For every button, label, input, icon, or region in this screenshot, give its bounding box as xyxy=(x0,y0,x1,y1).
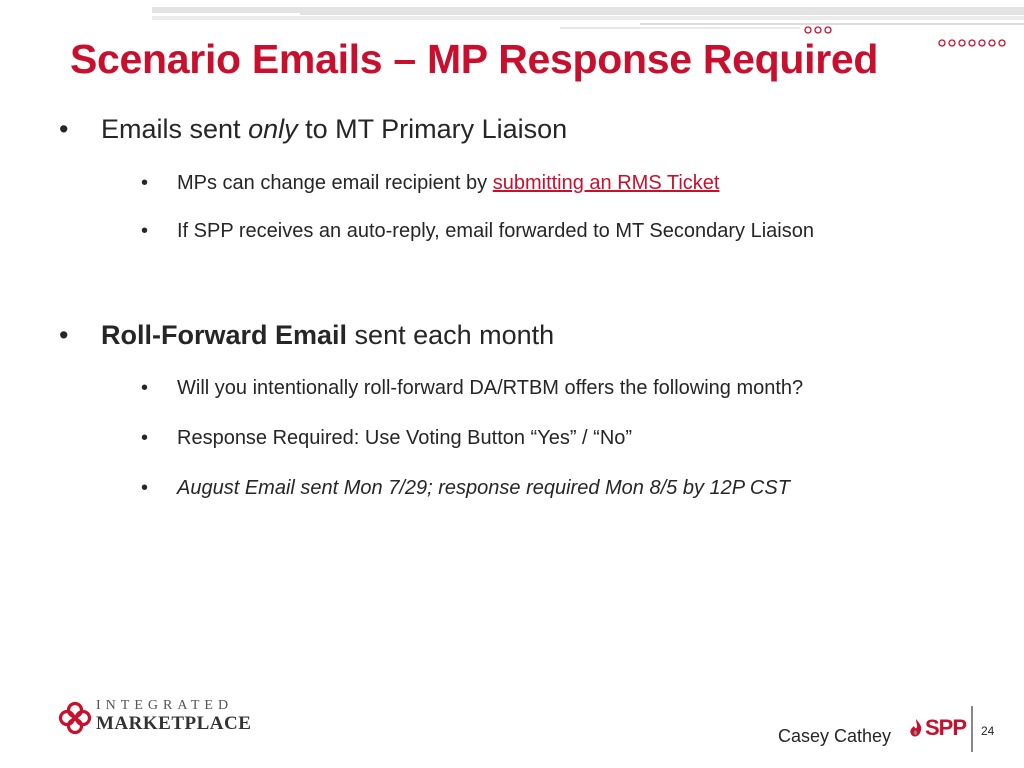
bullet-glyph: • xyxy=(141,172,149,194)
spp-logo xyxy=(908,714,967,742)
sub-bullet-roll-forward-question xyxy=(141,377,804,400)
spp-logo-text: SPP xyxy=(925,715,967,740)
rms-ticket-link[interactable]: submitting an RMS Ticket xyxy=(492,172,720,194)
spp-flame-icon xyxy=(908,718,924,740)
sub-bullet-auto-reply xyxy=(141,220,814,243)
bullet-glyph: • xyxy=(141,477,149,499)
logo-text-bottom: MARKETPLACE xyxy=(96,713,252,734)
bullet-text: Will you intentionally roll-forward DA/RTBM offers the following month? xyxy=(177,377,804,399)
bullet-text: sent each month xyxy=(347,320,555,350)
bullet-glyph: • xyxy=(59,114,69,144)
bullet-text: Response Required: Use Voting Button “Yes” / “No” xyxy=(177,427,633,449)
bullet-text: MPs can change email recipient by xyxy=(177,172,493,194)
footer-divider xyxy=(971,706,973,752)
bullet-glyph: • xyxy=(141,220,149,242)
bullet-roll-forward xyxy=(59,320,555,351)
bullet-text: If SPP receives an auto-reply, email forwarded to MT Secondary Liaison xyxy=(177,220,814,242)
page-number: 24 xyxy=(981,724,995,738)
page-title: Scenario Emails – MP Response Required xyxy=(70,36,879,82)
bullet-text: Emails sent xyxy=(101,114,249,144)
sub-bullet-change-recipient xyxy=(141,172,720,195)
sub-bullet-august-email xyxy=(141,477,790,500)
presenter-name: Casey Cathey xyxy=(778,726,892,746)
integrated-marketplace-logo xyxy=(58,698,252,738)
bullet-emails-sent xyxy=(59,114,568,145)
bullet-emphasis: only xyxy=(248,114,298,144)
bullet-glyph: • xyxy=(59,320,69,350)
bullet-glyph: • xyxy=(141,377,149,399)
logo-text-top: INTEGRATED xyxy=(96,698,234,713)
sub-bullet-response-required xyxy=(141,427,633,450)
bullet-glyph: • xyxy=(141,427,149,449)
bullet-strong: Roll-Forward Email xyxy=(101,320,348,350)
bullet-text: August Email sent Mon 7/29; response required Mon 8/5 by 12P CST xyxy=(177,477,790,499)
bullet-text: to MT Primary Liaison xyxy=(297,114,568,144)
marketplace-emblem-icon xyxy=(58,701,92,735)
